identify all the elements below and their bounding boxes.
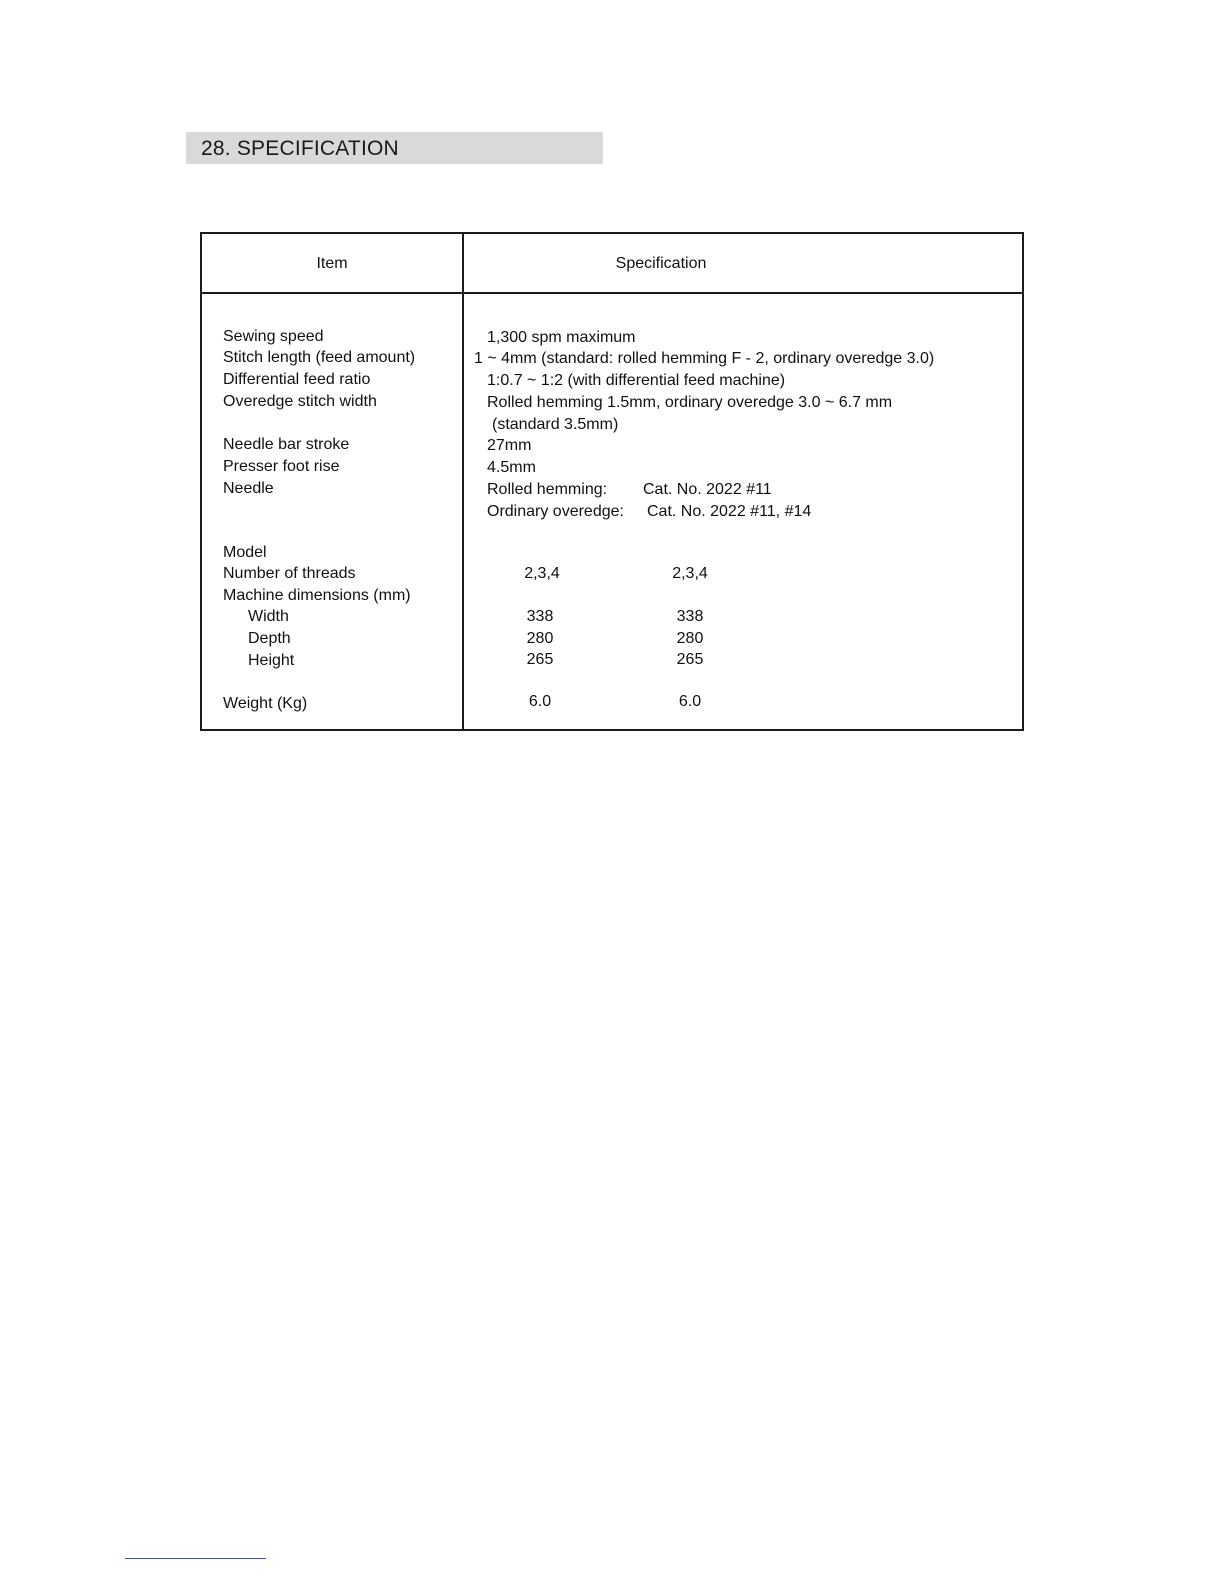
label-model: Model xyxy=(223,544,267,561)
label-number-of-threads: Number of threads xyxy=(223,565,356,582)
label-overedge-width: Overedge stitch width xyxy=(223,393,377,410)
value-needle-rolled-cat: Cat. No. 2022 #11 xyxy=(643,481,772,498)
width-model-1: 338 xyxy=(526,608,554,625)
value-needle-ordinary-cat: Cat. No. 2022 #11, #14 xyxy=(647,503,812,520)
value-sewing-speed: 1,300 spm maximum xyxy=(487,329,636,346)
label-differential-feed: Differential feed ratio xyxy=(223,371,371,388)
value-presser-foot-rise: 4.5mm xyxy=(487,459,536,476)
value-overedge-standard: (standard 3.5mm) xyxy=(492,416,619,433)
threads-model-2: 2,3,4 xyxy=(672,565,708,582)
value-needle-bar-stroke: 27mm xyxy=(487,437,532,454)
height-model-1: 265 xyxy=(526,651,554,668)
label-height: Height xyxy=(248,652,295,669)
value-needle-rolled: Rolled hemming: xyxy=(487,481,608,498)
depth-model-2: 280 xyxy=(676,630,704,647)
value-overedge-width: Rolled hemming 1.5mm, ordinary overedge 3.0 ~ 6.7 mm xyxy=(487,394,893,411)
label-needle: Needle xyxy=(223,480,274,497)
width-model-2: 338 xyxy=(676,608,704,625)
weight-model-1: 6.0 xyxy=(528,693,552,710)
height-model-2: 265 xyxy=(676,651,704,668)
weight-model-2: 6.0 xyxy=(678,693,702,710)
value-differential-feed: 1:0.7 ~ 1:2 (with differential feed machine) xyxy=(487,372,786,389)
label-sewing-speed: Sewing speed xyxy=(223,328,324,345)
footer-rule xyxy=(125,1558,266,1559)
header-divider xyxy=(202,292,1022,294)
column-divider xyxy=(462,234,464,729)
depth-model-1: 280 xyxy=(526,630,554,647)
label-width: Width xyxy=(248,608,289,625)
header-specification: Specification xyxy=(615,255,707,272)
section-heading: 28. SPECIFICATION xyxy=(186,132,603,164)
label-needle-bar-stroke: Needle bar stroke xyxy=(223,436,350,453)
value-stitch-length: 1 ~ 4mm (standard: rolled hemming F - 2, ordinary overedge 3.0) xyxy=(474,350,935,367)
threads-model-1: 2,3,4 xyxy=(524,565,560,582)
value-needle-ordinary: Ordinary overedge: xyxy=(487,503,624,520)
specification-table xyxy=(200,232,1024,731)
header-item: Item xyxy=(316,255,348,272)
label-stitch-length: Stitch length (feed amount) xyxy=(223,349,416,366)
label-weight: Weight (Kg) xyxy=(223,695,308,712)
label-presser-foot-rise: Presser foot rise xyxy=(223,458,340,475)
label-machine-dimensions: Machine dimensions (mm) xyxy=(223,587,411,604)
label-depth: Depth xyxy=(248,630,291,647)
